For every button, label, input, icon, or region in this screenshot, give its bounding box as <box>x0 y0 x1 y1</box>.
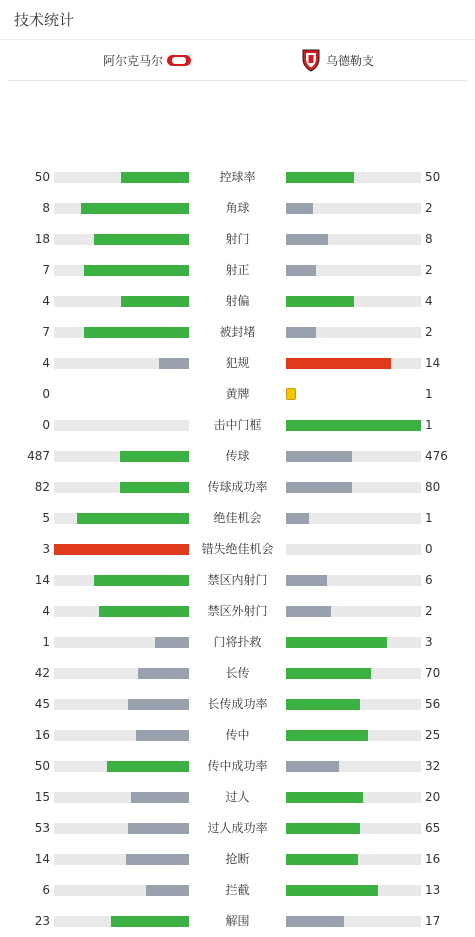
stat-row <box>0 410 475 441</box>
yellow-card-icon <box>286 388 296 400</box>
stat-label: 过人成功率 <box>207 821 268 835</box>
home-stat-value: 487 <box>27 449 50 463</box>
home-stat-value: 1 <box>42 635 50 649</box>
away-stat-bar-track <box>286 699 421 710</box>
home-stat-bar-track <box>54 172 189 183</box>
home-stat-bar-track <box>54 296 189 307</box>
away-stat-bar-track <box>286 854 421 865</box>
home-stat-bar-track <box>54 327 189 338</box>
away-stat-bar <box>286 854 358 865</box>
home-stat-value: 82 <box>34 480 50 494</box>
home-stat-bar-track <box>54 730 189 741</box>
stat-row <box>0 658 475 689</box>
stat-label: 控球率 <box>219 170 256 184</box>
away-stat-value: 476 <box>425 449 448 463</box>
away-stat-value: 13 <box>425 883 441 897</box>
stat-row <box>0 813 475 844</box>
away-stat-bar-track <box>286 761 421 772</box>
home-stat-bar <box>121 296 189 307</box>
home-stat-bar-track <box>54 358 189 369</box>
away-stat-bar <box>286 916 344 927</box>
stat-row <box>0 162 475 193</box>
stat-label: 解围 <box>225 914 250 928</box>
stat-label: 射门 <box>225 232 250 246</box>
home-stat-bar-track <box>54 513 189 524</box>
home-stat-bar <box>128 823 189 834</box>
stat-label: 抢断 <box>225 852 250 866</box>
home-stat-bar-track <box>54 606 189 617</box>
home-stat-bar <box>155 637 189 648</box>
away-stat-bar-track <box>286 668 421 679</box>
home-stat-bar <box>120 482 189 493</box>
fc-utrecht-logo-icon <box>300 48 322 72</box>
away-stat-value: 2 <box>425 263 433 277</box>
away-stat-value: 50 <box>425 170 441 184</box>
stat-label: 角球 <box>225 201 250 215</box>
stat-label: 传球 <box>225 449 250 463</box>
home-stat-value: 0 <box>42 418 50 432</box>
stat-row <box>0 503 475 534</box>
az-alkmaar-logo-icon <box>167 55 191 66</box>
home-stat-bar-track <box>54 668 189 679</box>
home-stat-bar <box>126 854 189 865</box>
home-stat-bar <box>94 234 189 245</box>
away-stat-bar-track <box>286 637 421 648</box>
home-stat-bar <box>107 761 189 772</box>
stat-row <box>0 627 475 658</box>
stat-label: 禁区内射门 <box>207 573 268 587</box>
away-stat-value: 17 <box>425 914 441 928</box>
home-stat-value: 4 <box>42 294 50 308</box>
away-stat-bar-track <box>286 730 421 741</box>
home-stat-bar <box>120 451 189 462</box>
stat-row <box>0 596 475 627</box>
away-stat-value: 25 <box>425 728 441 742</box>
stat-label: 长传 <box>225 666 250 680</box>
stat-row <box>0 472 475 503</box>
stat-label: 击中门框 <box>213 418 262 432</box>
stat-label: 黄牌 <box>225 387 250 401</box>
away-stat-bar <box>286 575 327 586</box>
home-stat-bar <box>138 668 189 679</box>
away-team-name: 乌德勒支 <box>326 53 375 68</box>
stat-row <box>0 689 475 720</box>
home-stat-value: 4 <box>42 356 50 370</box>
stat-label: 被封堵 <box>219 325 256 339</box>
away-stat-bar-track <box>286 265 421 276</box>
away-stat-value: 1 <box>425 418 433 432</box>
home-stat-value: 7 <box>42 263 50 277</box>
away-stat-bar-track <box>286 885 421 896</box>
away-stat-bar <box>286 606 331 617</box>
home-stat-value: 4 <box>42 604 50 618</box>
away-stat-bar <box>286 513 309 524</box>
stat-row <box>0 565 475 596</box>
away-stat-bar <box>286 451 352 462</box>
stat-label: 禁区外射门 <box>207 604 268 618</box>
away-stat-bar <box>286 296 354 307</box>
away-stat-value: 20 <box>425 790 441 804</box>
away-stat-bar <box>286 327 316 338</box>
home-stat-bar <box>128 699 189 710</box>
teams-header <box>8 40 467 81</box>
home-stat-value: 23 <box>34 914 50 928</box>
home-stat-bar <box>159 358 189 369</box>
away-stat-value: 14 <box>425 356 441 370</box>
stat-row <box>0 906 475 937</box>
home-stat-bar <box>131 792 189 803</box>
home-stat-value: 42 <box>34 666 50 680</box>
stat-row <box>0 720 475 751</box>
away-stat-bar-track <box>286 296 421 307</box>
stat-label: 错失绝佳机会 <box>201 542 274 556</box>
home-stat-bar <box>94 575 189 586</box>
away-stat-value: 4 <box>425 294 433 308</box>
home-stat-value: 45 <box>34 697 50 711</box>
home-team-name: 阿尔克马尔 <box>103 53 164 68</box>
away-stat-bar <box>286 637 387 648</box>
home-stat-bar-track <box>54 482 189 493</box>
home-stat-value: 6 <box>42 883 50 897</box>
stat-label: 门将扑救 <box>213 635 262 649</box>
home-stat-bar <box>54 544 189 555</box>
away-stat-bar <box>286 203 313 214</box>
stat-row <box>0 317 475 348</box>
home-stat-value: 15 <box>34 790 50 804</box>
stat-row <box>0 286 475 317</box>
away-stat-bar-track <box>286 482 421 493</box>
away-stat-bar-track <box>286 513 421 524</box>
away-stat-bar-track <box>286 358 421 369</box>
home-stat-bar-track <box>54 544 189 555</box>
stat-label: 绝佳机会 <box>213 511 262 525</box>
away-stat-value: 8 <box>425 232 433 246</box>
home-stat-bar <box>146 885 189 896</box>
stat-label: 射偏 <box>225 294 250 308</box>
away-stat-bar <box>286 420 421 431</box>
away-stat-bar <box>286 265 316 276</box>
away-stat-value: 2 <box>425 325 433 339</box>
away-stat-value: 56 <box>425 697 441 711</box>
stat-row <box>0 441 475 472</box>
stat-label: 传中成功率 <box>207 759 268 773</box>
stat-row <box>0 875 475 906</box>
stat-label: 长传成功率 <box>207 697 268 711</box>
away-stat-bar <box>286 482 352 493</box>
home-stat-bar-track <box>54 792 189 803</box>
away-stat-value: 2 <box>425 201 433 215</box>
home-stat-bar <box>81 203 189 214</box>
away-stat-bar <box>286 358 391 369</box>
stat-label: 传中 <box>225 728 250 742</box>
away-stat-bar-track <box>286 203 421 214</box>
home-stat-value: 16 <box>34 728 50 742</box>
away-stat-bar-track <box>286 606 421 617</box>
home-stat-bar-track <box>54 699 189 710</box>
away-stat-bar <box>286 234 328 245</box>
away-stat-bar-track <box>286 234 421 245</box>
home-stat-value: 3 <box>42 542 50 556</box>
away-stat-bar-track <box>286 544 421 555</box>
away-stat-bar <box>286 761 339 772</box>
home-stat-bar <box>111 916 189 927</box>
away-stat-value: 2 <box>425 604 433 618</box>
stat-row <box>0 751 475 782</box>
home-stat-value: 53 <box>34 821 50 835</box>
stat-row <box>0 782 475 813</box>
away-stat-bar <box>286 792 363 803</box>
home-stat-value: 0 <box>42 387 50 401</box>
home-stat-value: 50 <box>34 170 50 184</box>
page-title <box>0 0 475 40</box>
stat-row <box>0 193 475 224</box>
away-stat-bar-track <box>286 172 421 183</box>
stat-label: 犯规 <box>225 356 250 370</box>
home-stat-value: 50 <box>34 759 50 773</box>
home-stat-value: 5 <box>42 511 50 525</box>
home-stat-bar-track <box>54 203 189 214</box>
home-stat-bar-track <box>54 761 189 772</box>
stat-row <box>0 255 475 286</box>
away-stat-bar-track <box>286 420 421 431</box>
home-stat-bar-track <box>54 234 189 245</box>
stat-label: 拦截 <box>225 883 250 897</box>
home-stat-value: 8 <box>42 201 50 215</box>
home-stat-bar <box>136 730 189 741</box>
away-stat-value: 1 <box>425 387 433 401</box>
home-stat-value: 14 <box>34 852 50 866</box>
home-stat-value: 7 <box>42 325 50 339</box>
away-stat-value: 16 <box>425 852 441 866</box>
home-stat-bar-track <box>54 916 189 927</box>
home-stat-bar-track <box>54 885 189 896</box>
away-stat-value: 70 <box>425 666 441 680</box>
home-stat-bar <box>121 172 189 183</box>
home-stat-bar-track <box>54 420 189 431</box>
away-stat-bar-track <box>286 823 421 834</box>
stat-row <box>0 844 475 875</box>
home-stat-bar-track <box>54 823 189 834</box>
home-stat-bar-track <box>54 451 189 462</box>
stat-row <box>0 224 475 255</box>
stat-row <box>0 348 475 379</box>
away-stat-bar <box>286 885 378 896</box>
home-stat-value: 18 <box>34 232 50 246</box>
home-stat-bar-track <box>54 265 189 276</box>
away-stat-bar <box>286 823 360 834</box>
away-stat-value: 3 <box>425 635 433 649</box>
home-stat-value: 14 <box>34 573 50 587</box>
stat-row <box>0 379 475 410</box>
stat-label: 传球成功率 <box>207 480 268 494</box>
home-stat-bar <box>84 265 189 276</box>
away-stat-bar-track <box>286 451 421 462</box>
home-stat-bar <box>77 513 189 524</box>
away-team[interactable] <box>300 40 374 80</box>
away-stat-bar <box>286 668 371 679</box>
away-stat-value: 0 <box>425 542 433 556</box>
stat-label: 过人 <box>225 790 250 804</box>
stat-label: 射正 <box>225 263 250 277</box>
home-stat-bar-track <box>54 854 189 865</box>
away-stat-value: 1 <box>425 511 433 525</box>
home-stat-bar <box>84 327 189 338</box>
home-stat-bar-track <box>54 575 189 586</box>
away-stat-bar-track <box>286 792 421 803</box>
home-stat-bar <box>99 606 189 617</box>
away-stat-bar-track <box>286 916 421 927</box>
away-stat-bar <box>286 699 360 710</box>
away-stat-value: 32 <box>425 759 441 773</box>
away-stat-bar-track <box>286 575 421 586</box>
away-stat-bar <box>286 730 368 741</box>
away-stat-bar <box>286 172 354 183</box>
stat-row <box>0 534 475 565</box>
away-stat-value: 65 <box>425 821 441 835</box>
page-title-text: 技术统计 <box>14 11 75 29</box>
home-stat-bar-track <box>54 637 189 648</box>
home-team[interactable] <box>103 40 191 80</box>
away-stat-bar-track <box>286 327 421 338</box>
away-stat-value: 6 <box>425 573 433 587</box>
away-stat-value: 80 <box>425 480 441 494</box>
